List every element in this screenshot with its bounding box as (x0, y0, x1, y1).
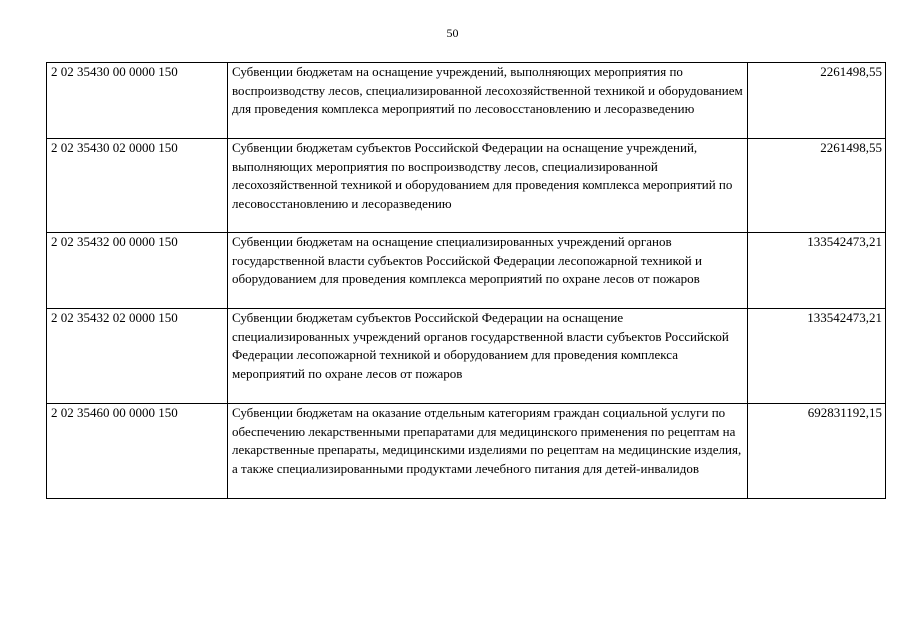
description-cell: Субвенции бюджетам субъектов Российской Федерации на оснащение специализированных учреждений органов государственной власти субъектов Российской Федерации лесопожарной техникой и оборудованием для проведения комплекса мероприятий по охране лесов от пожаров (228, 309, 748, 404)
page-number: 50 (446, 26, 459, 40)
description-cell: Субвенции бюджетам на оказание отдельным категориям граждан социальной услуги по обеспечению лекарственными препаратами для медицинского применения по рецептам на лекарственные препараты, медицинскими изделиями по рецептам на медицинские изделия, а также специализированными продуктами лечебного питания для детей-инвалидов (228, 404, 748, 499)
description-cell: Субвенции бюджетам на оснащение специализированных учреждений органов государственной власти субъектов Российской Федерации лесопожарной техникой и оборудованием для проведения комплекса мероприятий по охране лесов от пожаров (228, 233, 748, 309)
amount-cell: 2261498,55 (748, 63, 886, 139)
budget-code-cell: 2 02 35460 00 0000 150 (47, 404, 228, 499)
budget-code-cell: 2 02 35430 02 0000 150 (47, 139, 228, 233)
budget-revenue-table (46, 62, 886, 499)
table-row (47, 309, 886, 404)
table-row (47, 63, 886, 139)
budget-code-cell: 2 02 35432 02 0000 150 (47, 309, 228, 404)
budget-code-cell: 2 02 35430 00 0000 150 (47, 63, 228, 139)
budget-code-cell: 2 02 35432 00 0000 150 (47, 233, 228, 309)
table-row (47, 233, 886, 309)
description-cell: Субвенции бюджетам на оснащение учреждений, выполняющих мероприятия по воспроизводству лесов, специализированной лесохозяйственной техникой и оборудованием для проведения комплекса мероприятий по лесовосстановлению и лесоразведению (228, 63, 748, 139)
amount-cell: 133542473,21 (748, 233, 886, 309)
amount-cell: 2261498,55 (748, 139, 886, 233)
amount-cell: 133542473,21 (748, 309, 886, 404)
description-cell: Субвенции бюджетам субъектов Российской Федерации на оснащение учреждений, выполняющих мероприятия по воспроизводству лесов, специализированной лесохозяйственной техникой и оборудованием для проведения комплекса мероприятий по лесовосстановлению и лесоразведению (228, 139, 748, 233)
amount-cell: 692831192,15 (748, 404, 886, 499)
table-row (47, 139, 886, 233)
table-row (47, 404, 886, 499)
